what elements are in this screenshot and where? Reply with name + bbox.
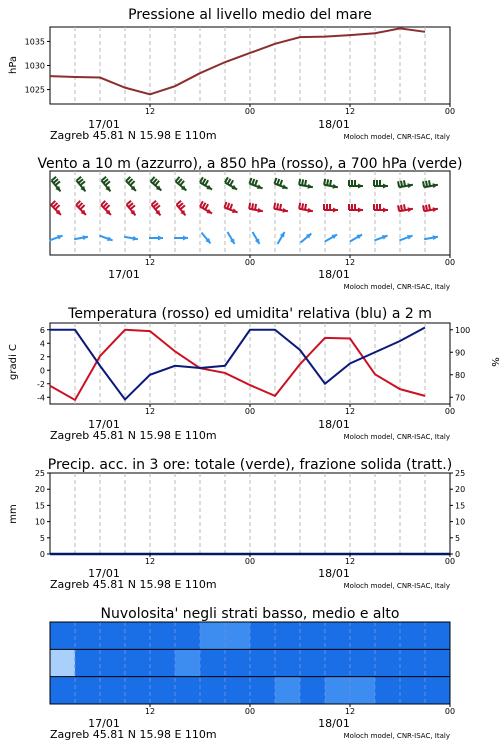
cloud-date-2: 18/01 (318, 717, 350, 730)
wind-850-barb-feather (398, 205, 399, 211)
wind-700-barb (423, 180, 438, 188)
wind-850-barb-head (333, 208, 338, 213)
wind-10m-arrow (374, 235, 387, 240)
temperature-ytick-label: 4 (39, 339, 45, 349)
cloud-title: Nuvolosita' negli strati basso, medio e alto (100, 606, 400, 622)
wind-700-barb-feather (423, 181, 424, 187)
wind-700-barb-feather (429, 180, 430, 186)
precip-ytick-label: 25 (34, 469, 45, 478)
cloud-cell (175, 677, 201, 704)
temperature-xtick-label: 12 (144, 407, 156, 416)
wind-10m-arrow (228, 232, 235, 244)
wind-850-barb-feather (280, 204, 281, 210)
cloud-cell (50, 622, 76, 649)
precip-ytick-label-right: 25 (455, 469, 466, 478)
wind-850-barb-feather (205, 204, 208, 209)
wind-10m-arrow (99, 236, 112, 241)
pressure-ytick-label: 1035 (24, 37, 45, 47)
wind-700-barb-feather (401, 181, 402, 187)
wind-850-barb-feather (401, 205, 402, 211)
cloud-cell (175, 622, 201, 649)
cloud-cell (425, 649, 451, 676)
precip-xtick-label: 12 (344, 557, 356, 566)
precip-ytick-label-right: 10 (455, 517, 466, 527)
wind-700-barb (102, 177, 111, 192)
precip-ytick-label: 5 (39, 533, 45, 543)
temperature-frame (50, 323, 450, 404)
precip-ytick-label-right: 5 (455, 533, 461, 543)
wind-700-barb (299, 179, 313, 189)
cloud-cell (250, 677, 276, 704)
cloud-cell (275, 677, 301, 704)
cloud-cell (175, 649, 201, 676)
cloud-cell (75, 677, 101, 704)
wind-700-barb (77, 177, 86, 192)
wind-10m-arrow (325, 235, 337, 242)
pressure-ytick-label: 1025 (24, 85, 45, 95)
wind-850-barb (299, 203, 313, 213)
cloud-xtick-label: 00 (244, 707, 256, 716)
cloud-cell (200, 649, 226, 676)
cloud-cell (300, 649, 326, 676)
cloud-cell (375, 649, 401, 676)
wind-xtick-label: 12 (144, 258, 156, 267)
wind-850-barb-head (383, 208, 388, 213)
cloud-cell (400, 622, 426, 649)
cloud-cell (200, 622, 226, 649)
temperature-xtick-label: 12 (344, 407, 356, 416)
temperature-title: Temperatura (rosso) ed umidita' relativa (blu) a 2 m (68, 306, 432, 322)
cloud-cell (425, 677, 451, 704)
pressure-ylabel: hPa (8, 55, 19, 75)
pressure-xtick-label: 12 (144, 107, 156, 116)
wind-date-1: 17/01 (108, 268, 140, 281)
cloud-credit: Moloch model, CNR-ISAC, Italy (343, 732, 450, 740)
wind-850-barb (374, 204, 388, 213)
cloud-xtick-label: 00 (444, 707, 456, 716)
temperature-xtick-label: 00 (244, 407, 256, 416)
wind-850-barb (224, 202, 237, 213)
cloud-cell (125, 677, 151, 704)
wind-850-barb-feather (249, 203, 250, 209)
wind-850-barb-feather (227, 203, 229, 209)
wind-700-barb (398, 180, 413, 188)
wind-700-barb-feather (404, 180, 405, 186)
temperature-ytick-label: -4 (37, 393, 45, 403)
temperature-line (50, 330, 425, 400)
cloud-cell (400, 677, 426, 704)
wind-700-barb-feather (205, 180, 208, 185)
wind-10m-arrow (399, 235, 412, 240)
wind-10m-arrow (202, 233, 211, 244)
precip-ytick-label-right: 0 (455, 550, 461, 559)
wind-850-barb-feather (230, 204, 232, 210)
wind-850-barb (51, 201, 61, 215)
wind-10m-arrow-head (158, 236, 163, 241)
wind-850-barb (177, 201, 186, 216)
cloud-cell (300, 622, 326, 649)
wind-700-barb-feather (302, 179, 303, 185)
precip-ytick-label-right: 20 (455, 485, 466, 495)
wind-850-barb (349, 204, 363, 213)
wind-700-barb (200, 177, 212, 189)
wind-10m-arrow (424, 235, 438, 240)
wind-850-barb (152, 201, 161, 216)
precip-ytick-label: 10 (34, 517, 45, 527)
wind-850-barb-feather (404, 204, 405, 210)
cloud-cell (400, 649, 426, 676)
temperature-credit: Moloch model, CNR-ISAC, Italy (343, 433, 450, 441)
precip-ytick-label: 15 (34, 501, 45, 511)
wind-700-barb-feather (398, 181, 399, 187)
wind-panel (49, 171, 455, 291)
wind-700-barb-feather (228, 179, 231, 184)
temperature-ytick-label: -2 (37, 379, 45, 389)
temperature-xtick-label: 00 (444, 407, 456, 416)
temperature-location: Zagreb 45.81 N 15.98 E 110m (50, 429, 217, 442)
cloud-date-1: 17/01 (88, 717, 120, 730)
cloud-cell (325, 677, 351, 704)
wind-10m-arrow-head (183, 236, 188, 241)
cloud-xtick-label: 12 (144, 707, 156, 716)
wind-10m-arrow (149, 236, 163, 241)
pressure-panel (25, 27, 455, 142)
wind-xtick-label: 12 (344, 258, 356, 267)
humidity-ylabel: % (489, 357, 500, 367)
cloud-cell (275, 649, 301, 676)
wind-700-barb-head (358, 184, 363, 189)
cloud-cell (350, 649, 376, 676)
precip-xtick-label: 12 (144, 557, 156, 566)
wind-700-barb (126, 177, 136, 191)
wind-850-barb (127, 201, 136, 216)
pressure-location: Zagreb 45.81 N 15.98 E 110m (50, 129, 217, 142)
wind-700-barb (274, 178, 287, 189)
cloud-cell (150, 622, 176, 649)
cloud-cell (225, 622, 251, 649)
cloud-cell (350, 677, 376, 704)
cloud-cell (150, 649, 176, 676)
cloud-panel (50, 622, 455, 741)
humidity-ytick-label: 80 (455, 370, 466, 380)
pressure-date-1: 17/01 (88, 118, 120, 131)
wind-700-barb-feather (299, 179, 300, 185)
wind-700-barb (176, 177, 187, 191)
temperature-ytick-label: 0 (39, 366, 45, 376)
cloud-cell (275, 622, 301, 649)
wind-10m-arrow (49, 235, 62, 240)
wind-700-barb (349, 180, 363, 189)
wind-850-barb (324, 204, 338, 213)
precip-xtick-label: 00 (244, 557, 256, 566)
wind-700-barb (225, 177, 237, 189)
wind-850-barb (249, 203, 263, 213)
wind-850-barb-feather (305, 204, 306, 210)
wind-10m-arrow (174, 236, 188, 241)
humidity-ytick-label: 90 (455, 348, 466, 358)
cloud-cell (50, 677, 76, 704)
wind-700-barb (151, 177, 162, 191)
precip-credit: Moloch model, CNR-ISAC, Italy (343, 582, 450, 590)
wind-700-barb-feather (277, 179, 279, 185)
cloud-cell (325, 649, 351, 676)
pressure-xtick-label: 00 (244, 107, 256, 116)
cloud-xtick-label: 12 (344, 707, 356, 716)
cloud-cell (200, 677, 226, 704)
pressure-xtick-label: 12 (344, 107, 356, 116)
wind-title: Vento a 10 m (azzurro), a 850 hPa (rosso), a 700 hPa (verde) (37, 156, 463, 172)
wind-850-barb-feather (299, 203, 300, 209)
wind-10m-arrow (301, 234, 312, 243)
wind-850-barb-head (358, 208, 363, 213)
wind-700-barb-feather (327, 179, 328, 185)
temperature-ytick-label: 6 (39, 325, 45, 335)
wind-850-barb-feather (302, 203, 303, 209)
wind-850-barb-feather (426, 205, 427, 211)
wind-10m-arrow (74, 235, 88, 240)
temperature-ylabel: gradi C (8, 344, 19, 380)
wind-850-barb-feather (423, 205, 424, 211)
wind-700-barb-feather (305, 180, 306, 186)
precip-frame (50, 473, 450, 554)
wind-700-barb (52, 177, 61, 192)
cloud-cell (375, 677, 401, 704)
wind-10m-arrow (350, 235, 362, 242)
cloud-cell (250, 649, 276, 676)
wind-700-barb-feather (330, 180, 331, 186)
cloud-cell (75, 622, 101, 649)
precip-ytick-label: 0 (39, 550, 45, 559)
precip-panel (35, 469, 465, 591)
pressure-xtick-label: 00 (444, 107, 456, 116)
precip-date-2: 18/01 (318, 567, 350, 580)
temperature-date-2: 18/01 (318, 418, 350, 431)
wind-850-barb-feather (277, 203, 278, 209)
cloud-cell (125, 649, 151, 676)
cloud-cell (250, 622, 276, 649)
precip-ytick-label: 20 (34, 485, 45, 495)
wind-xtick-label: 00 (244, 258, 256, 267)
precip-xtick-label: 00 (444, 557, 456, 566)
wind-date-2: 18/01 (318, 268, 350, 281)
wind-850-barb-feather (429, 204, 430, 210)
cloud-cell (225, 649, 251, 676)
cloud-cell (100, 622, 126, 649)
humidity-ytick-label: 100 (455, 325, 471, 335)
wind-xtick-label: 00 (444, 258, 456, 267)
cloud-location: Zagreb 45.81 N 15.98 E 110m (50, 728, 217, 741)
wind-850-barb-feather (274, 203, 275, 209)
cloud-cell (100, 677, 126, 704)
wind-credit: Moloch model, CNR-ISAC, Italy (343, 283, 450, 291)
wind-850-barb-feather (252, 203, 253, 209)
wind-700-barb-feather (252, 179, 254, 185)
wind-700-barb-feather (426, 181, 427, 187)
cloud-cell (375, 622, 401, 649)
wind-850-barb-feather (203, 203, 206, 208)
cloud-cell (300, 677, 326, 704)
cloud-cell (125, 622, 151, 649)
wind-700-barb-feather (203, 179, 206, 184)
wind-850-barb (274, 203, 288, 213)
wind-700-barb-feather (230, 180, 233, 185)
cloud-cell (425, 622, 451, 649)
temperature-date-1: 17/01 (88, 418, 120, 431)
pressure-ytick-label: 1030 (24, 61, 45, 71)
wind-700-barb-head (383, 184, 388, 189)
cloud-cell (350, 622, 376, 649)
wind-700-barb-feather (255, 180, 257, 186)
wind-850-barb (200, 201, 212, 213)
precip-title: Precip. acc. in 3 ore: totale (verde), frazione solida (tratt.) (47, 457, 453, 473)
wind-10m-arrow (124, 236, 138, 241)
cloud-cell (225, 677, 251, 704)
wind-850-barb (101, 201, 111, 215)
wind-700-barb (374, 180, 388, 189)
wind-850-barb-feather (255, 204, 256, 210)
cloud-cell (150, 677, 176, 704)
pressure-credit: Moloch model, CNR-ISAC, Italy (343, 133, 450, 141)
pressure-line (50, 28, 425, 94)
precip-ytick-label-right: 15 (455, 501, 466, 511)
cloud-cell (100, 649, 126, 676)
pressure-date-2: 18/01 (318, 118, 350, 131)
cloud-cell (75, 649, 101, 676)
pressure-title: Pressione al livello medio del mare (128, 7, 372, 23)
temperature-panel (37, 323, 470, 442)
cloud-cell (325, 622, 351, 649)
wind-700-barb (249, 178, 262, 189)
wind-700-barb-feather (324, 179, 325, 185)
wind-700-barb-feather (280, 180, 282, 186)
wind-10m-arrow (253, 232, 260, 244)
precip-location: Zagreb 45.81 N 15.98 E 110m (50, 578, 217, 591)
precip-ylabel: mm (8, 504, 19, 524)
wind-10m-arrow (278, 232, 285, 244)
temperature-ytick-label: 2 (39, 352, 45, 362)
wind-700-barb (324, 179, 338, 189)
precip-date-1: 17/01 (88, 567, 120, 580)
humidity-ytick-label: 70 (455, 393, 466, 403)
humidity-line (50, 328, 425, 400)
cloud-cell (50, 649, 76, 676)
wind-850-barb (76, 201, 86, 215)
